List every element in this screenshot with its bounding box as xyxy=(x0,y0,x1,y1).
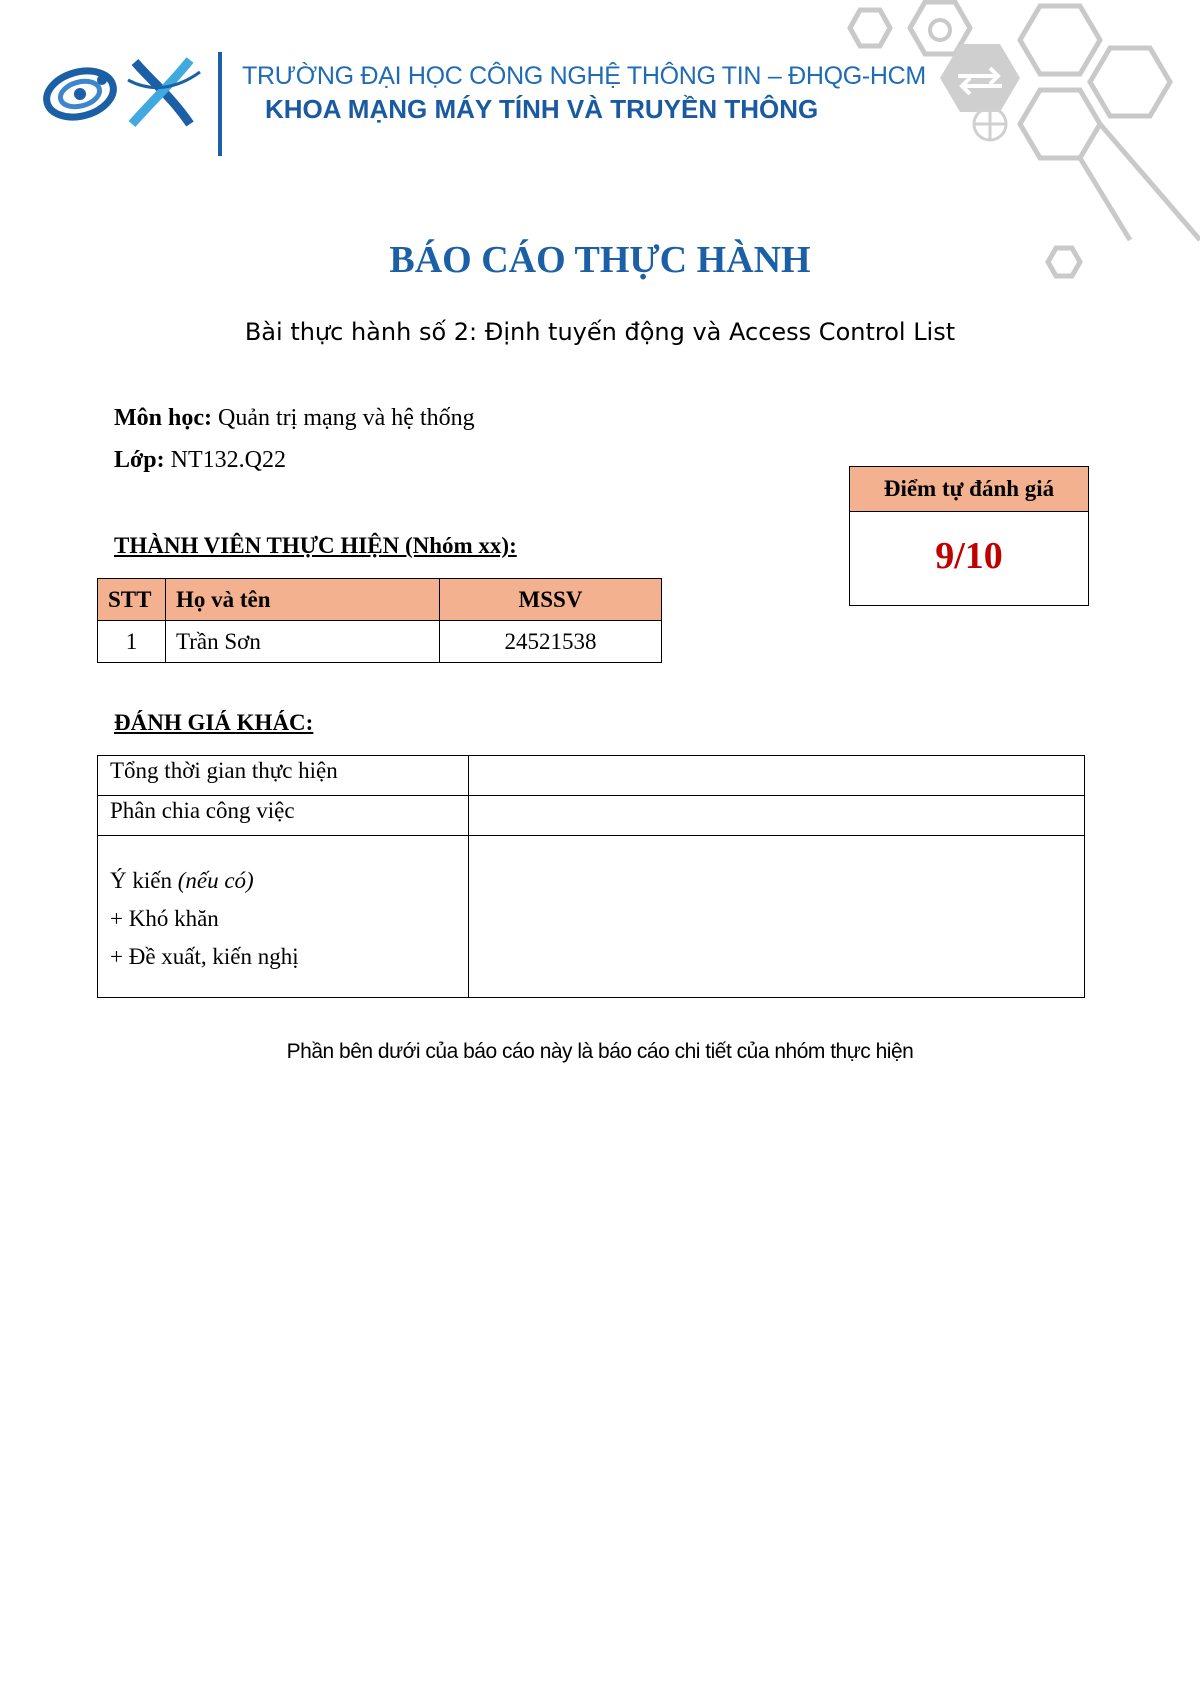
class-value: NT132.Q22 xyxy=(164,447,286,473)
member-mssv: 24521538 xyxy=(440,621,662,663)
self-score-box xyxy=(849,466,1089,606)
member-name: Trần Sơn xyxy=(166,621,440,663)
table-row xyxy=(98,796,1085,836)
total-time-label: Tổng thời gian thực hiện xyxy=(98,756,469,796)
suggestions-item: + Đề xuất, kiến nghị xyxy=(110,944,299,969)
faculty-name: KHOA MẠNG MÁY TÍNH VÀ TRUYỀN THÔNG xyxy=(265,94,819,124)
lab-subtitle: Bài thực hành số 2: Định tuyến động và Access Control List xyxy=(244,318,956,346)
footer-note: Phần bên dưới của báo cáo này là báo cáo chi tiết của nhóm thực hiện xyxy=(286,1040,914,1063)
subject-value: Quản trị mạng và hệ thống xyxy=(212,405,475,431)
self-score-value: 9/10 xyxy=(935,535,1003,577)
self-score-label: Điểm tự đánh giá xyxy=(850,467,1088,512)
table-row xyxy=(98,756,1085,796)
table-header-row xyxy=(98,579,662,621)
table-row xyxy=(98,621,662,663)
column-header-name: Họ và tên xyxy=(166,579,440,621)
report-title: BÁO CÁO THỰC HÀNH xyxy=(389,239,811,281)
total-time-value xyxy=(469,756,1085,796)
table-row xyxy=(98,836,1085,998)
task-split-label: Phân chia công việc xyxy=(98,796,469,836)
evaluation-table xyxy=(97,755,1085,998)
members-heading: THÀNH VIÊN THỰC HIỆN (Nhóm xx): xyxy=(114,533,517,558)
uit-logo-icon xyxy=(40,50,215,130)
opinion-note: (nếu có) xyxy=(177,868,254,893)
member-stt: 1 xyxy=(98,621,166,663)
difficulties-item: + Khó khăn xyxy=(110,906,219,931)
university-name: TRƯỜNG ĐẠI HỌC CÔNG NGHỆ THÔNG TIN – ĐHQG-HCM xyxy=(242,62,926,90)
opinion-text: Ý kiến xyxy=(110,868,172,893)
task-split-value xyxy=(469,796,1085,836)
subject-line xyxy=(114,405,475,432)
header-divider xyxy=(218,52,222,156)
opinion-label xyxy=(110,862,456,900)
class-line xyxy=(114,447,286,474)
subject-label: Môn học: xyxy=(114,405,212,431)
opinion-value xyxy=(469,836,1085,998)
other-evaluation-heading: ĐÁNH GIÁ KHÁC: xyxy=(114,710,314,735)
opinion-cell xyxy=(98,836,469,998)
column-header-stt: STT xyxy=(98,579,166,621)
column-header-mssv: MSSV xyxy=(440,579,662,621)
class-label: Lớp: xyxy=(114,447,165,473)
members-table xyxy=(97,578,662,663)
